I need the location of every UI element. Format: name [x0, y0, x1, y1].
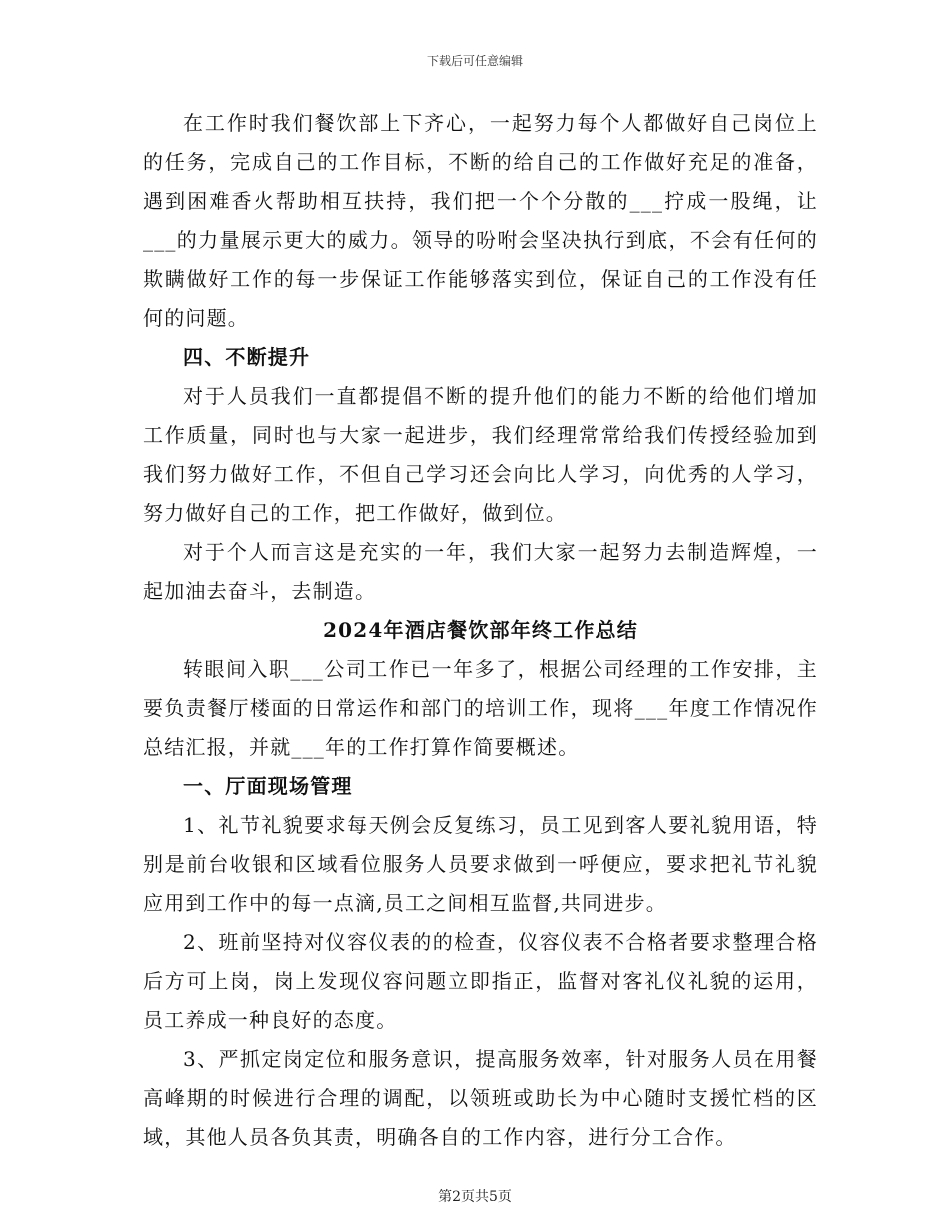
- paragraph-item-1: 1、礼节礼貌要求每天例会反复练习，员工见到客人要礼貌用语，特别是前台收银和区域看位服务人员要求做到一呼便应，要求把礼节礼貌应用到工作中的每一点滴,员工之间相互监督,共同进步。: [143, 813, 818, 915]
- page-header: 下载后可任意编辑: [426, 54, 523, 68]
- section-heading-improvement: 四、不断提升: [183, 345, 311, 369]
- paragraph-intro: 转眼间入职___公司工作已一年多了，根据公司经理的工作安排，主要负责餐厅楼面的日常运作和部门的培训工作，现将___年度工作情况作总结汇报，并就___年的工作打算作简要概述。: [143, 657, 818, 759]
- paragraph-item-3: 3、严抓定岗定位和服务意识，提高服务效率，针对服务人员在用餐高峰期的时候进行合理的调配，以领班或助长为中心随时支援忙档的区域，其他人员各负其责，明确各自的工作内容，进行分工合作。: [143, 1047, 818, 1149]
- document-body: [143, 104, 818, 1157]
- page-number: 第2页共5页: [438, 1189, 512, 1205]
- paragraph-item-2: 2、班前坚持对仪容仪表的的检查，仪容仪表不合格者要求整理合格后方可上岗，岗上发现仪容问题立即指正，监督对客礼仪礼貌的运用，员工养成一种良好的态度。: [143, 930, 818, 1032]
- paragraph-staff-development: 对于人员我们一直都提倡不断的提升他们的能力不断的给他们增加工作质量，同时也与大家一起进步，我们经理常常给我们传授经验加到我们努力做好工作，不但自己学习还会向比人学习，向优秀的人学习，努力做好自己的工作，把工作做好，做到位。: [143, 384, 818, 525]
- document-title: 2024年酒店餐饮部年终工作总结: [323, 618, 638, 642]
- section-heading-floor-management: 一、厅面现场管理: [183, 774, 353, 798]
- paragraph-teamwork: 在工作时我们餐饮部上下齐心，一起努力每个人都做好自己岗位上的任务，完成自己的工作目标，不断的给自己的工作做好充足的准备，遇到困难香火帮助相互扶持，我们把一个个分散的___拧成一股绳，让___的力量展示更大的威力。领导的吩咐会坚决执行到底，不会有任何的欺瞒做好工作的每一步保证工作能够落实到位，保证自己的工作没有任何的问题。: [143, 111, 818, 330]
- paragraph-personal-summary: 对于个人而言这是充实的一年，我们大家一起努力去制造辉煌，一起加油去奋斗，去制造。: [143, 540, 818, 603]
